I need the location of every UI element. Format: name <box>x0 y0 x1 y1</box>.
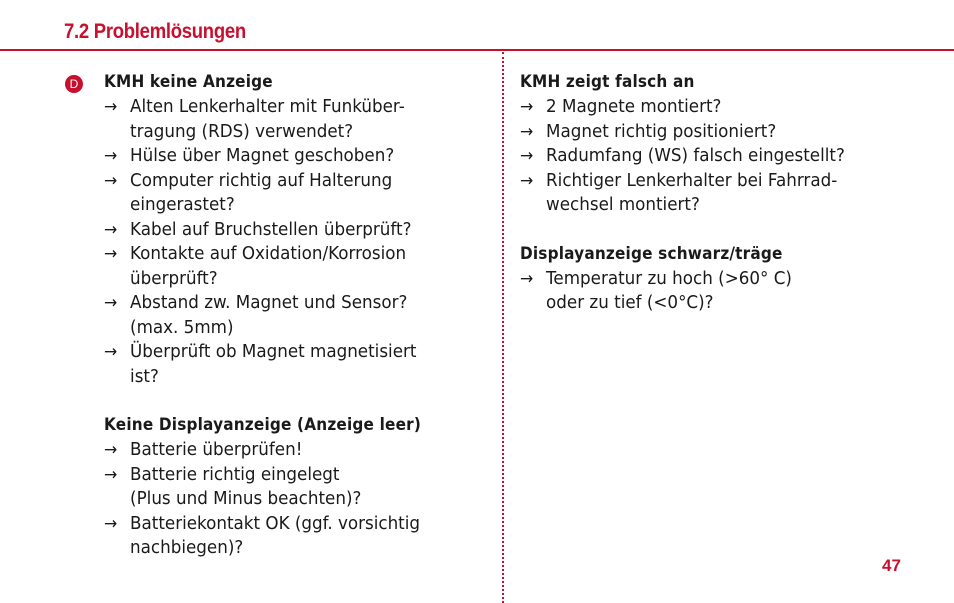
arrow-right-icon: → <box>104 219 118 240</box>
checklist-item <box>104 512 457 561</box>
checklist-item <box>520 120 892 145</box>
arrow-right-icon: → <box>104 440 118 460</box>
arrow-right-icon: → <box>104 513 118 534</box>
item-text: überprüft? <box>130 267 218 289</box>
item-text: (Plus und Minus beachten)? <box>130 488 362 509</box>
item-text: Kabel auf Bruchstellen überprüft? <box>130 218 412 240</box>
item-text: (max. 5mm) <box>130 316 234 338</box>
item-text: Batterie überprüfen! <box>130 439 303 460</box>
item-text: Batterie richtig eingelegt <box>130 463 340 485</box>
item-text: Überprüft ob Magnet magnetisiert <box>130 341 417 362</box>
item-text: Temperatur zu hoch (>60° C) <box>546 267 792 289</box>
checklist-item <box>104 438 457 463</box>
checklist-item <box>104 463 457 512</box>
arrow-right-icon: → <box>104 293 118 313</box>
troubleshoot-section <box>520 70 920 218</box>
page-title: 7.2 Problemlösungen <box>64 20 246 43</box>
item-text: Alten Lenkerhalter mit Funküber- <box>130 96 405 117</box>
troubleshoot-section <box>520 242 920 316</box>
checklist-item <box>520 169 892 218</box>
item-text: 2 Magnete montiert? <box>546 96 722 117</box>
checklist-item <box>104 218 457 243</box>
right-column <box>520 70 920 340</box>
checklist-item <box>104 169 457 218</box>
section-title: Keine Displayanzeige (Anzeige leer) <box>104 415 422 435</box>
arrow-right-icon: → <box>104 97 118 117</box>
arrow-right-icon: → <box>520 121 534 142</box>
item-text: Magnet richtig positioniert? <box>546 120 777 142</box>
section-title: KMH keine Anzeige <box>104 72 273 92</box>
item-text: Computer richtig auf Halterung <box>130 169 393 191</box>
item-text: Richtiger Lenkerhalter bei Fahrrad- <box>546 169 838 191</box>
arrow-right-icon: → <box>104 170 118 191</box>
checklist-item <box>520 95 892 120</box>
item-text: Kontakte auf Oxidation/Korrosion <box>130 243 407 264</box>
arrow-right-icon: → <box>520 170 534 191</box>
item-text: ist? <box>130 365 159 387</box>
checklist-item <box>520 267 892 316</box>
page-number: 47 <box>882 556 901 575</box>
item-text: Radumfang (WS) falsch eingestellt? <box>546 145 845 166</box>
checklist-item <box>104 242 457 291</box>
troubleshoot-section <box>104 413 484 561</box>
item-text: nachbiegen)? <box>130 537 244 558</box>
checklist-item <box>104 95 457 144</box>
item-text: Abstand zw. Magnet und Sensor? <box>130 292 408 313</box>
section-title: KMH zeigt falsch an <box>520 72 695 92</box>
item-text: eingerastet? <box>130 194 235 215</box>
arrow-right-icon: → <box>104 464 118 485</box>
item-text: tragung (RDS) verwendet? <box>130 120 354 142</box>
arrow-right-icon: → <box>520 97 534 117</box>
checklist-item <box>104 144 457 169</box>
arrow-right-icon: → <box>520 268 534 289</box>
left-column <box>104 70 484 585</box>
checklist-item <box>104 340 457 389</box>
column-divider <box>502 52 504 603</box>
checklist-item <box>104 291 457 340</box>
arrow-right-icon: → <box>520 146 534 166</box>
title-rule <box>0 49 954 51</box>
arrow-right-icon: → <box>104 244 118 264</box>
item-text: Batteriekontakt OK (ggf. vorsichtig <box>130 512 421 534</box>
item-text: wechsel montiert? <box>546 194 700 215</box>
item-text: Hülse über Magnet geschoben? <box>130 145 395 166</box>
arrow-right-icon: → <box>104 342 118 362</box>
language-badge: D <box>65 75 83 93</box>
arrow-right-icon: → <box>104 146 118 166</box>
checklist-item <box>520 144 892 169</box>
item-text: oder zu tief (<0°C)? <box>546 292 714 313</box>
troubleshoot-section <box>104 70 484 389</box>
section-title: Displayanzeige schwarz/träge <box>520 243 783 264</box>
